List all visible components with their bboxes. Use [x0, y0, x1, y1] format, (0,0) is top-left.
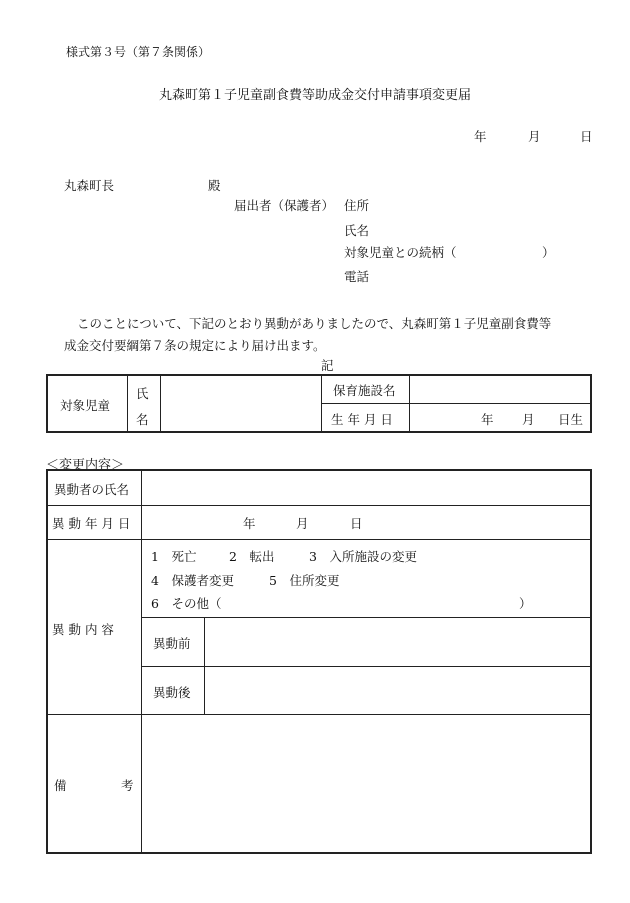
applicant-label: 届出者（保護者） — [234, 198, 335, 213]
option-address-change: 5 住所変更 — [269, 573, 340, 588]
remarks-char-2: 考 — [121, 778, 134, 793]
applicant-name-label: 氏名 — [344, 223, 370, 238]
applicant-relation-label: 対象児童との続柄（ — [344, 245, 457, 260]
form-number: 様式第３号（第７条関係） — [66, 45, 211, 59]
after-change-label: 異動後 — [153, 685, 191, 700]
body-line-1: このことについて、下記のとおり異動がありましたので、丸森町第１子児童副食費等 — [77, 316, 552, 331]
change-date-year: 年 — [243, 516, 256, 531]
option-guardian-change: 4 保護者変更 — [151, 573, 234, 588]
name-char-2: 名 — [136, 412, 149, 427]
addressee-name: 丸森町長 — [64, 178, 115, 193]
change-date-day: 日 — [350, 516, 363, 531]
option-move-out: 2 転出 — [229, 549, 275, 564]
body-line-2: 成金交付要綱第７条の規定により届け出ます。 — [64, 338, 326, 353]
addressee-honorific: 殿 — [208, 178, 221, 193]
change-person-label: 異動者の氏名 — [54, 482, 130, 497]
option-death: 1 死亡 — [151, 549, 197, 564]
option-other: 6 その他（ — [151, 596, 222, 611]
date-day-label: 日 — [580, 129, 593, 144]
date-year-label: 年 — [474, 129, 487, 144]
target-child-label: 対象児童 — [60, 398, 111, 413]
birth-date-label: 生 年 月 日 — [331, 412, 393, 427]
before-change-label: 異動前 — [153, 636, 191, 651]
change-date-month: 月 — [296, 516, 309, 531]
birth-day-label: 日生 — [558, 412, 584, 427]
date-month-label: 月 — [528, 129, 541, 144]
applicant-relation-close: ） — [542, 245, 555, 260]
facility-label: 保育施設名 — [333, 383, 396, 398]
option-facility-change: 3 入所施設の変更 — [309, 549, 417, 564]
applicant-address-label: 住所 — [344, 198, 370, 213]
option-other-close: ） — [519, 596, 532, 611]
change-content-label: 異 動 内 容 — [52, 622, 114, 637]
birth-year-label: 年 — [481, 412, 494, 427]
ki-heading: 記 — [321, 358, 334, 373]
document-title: 丸森町第１子児童副食費等助成金交付申請事項変更届 — [158, 88, 471, 103]
birth-month-label: 月 — [522, 412, 535, 427]
applicant-phone-label: 電話 — [344, 269, 370, 284]
name-char-1: 氏 — [136, 386, 149, 401]
change-date-label: 異 動 年 月 日 — [52, 516, 131, 531]
remarks-char-1: 備 — [54, 778, 67, 793]
change-section-heading: ＜変更内容＞ — [46, 458, 125, 473]
